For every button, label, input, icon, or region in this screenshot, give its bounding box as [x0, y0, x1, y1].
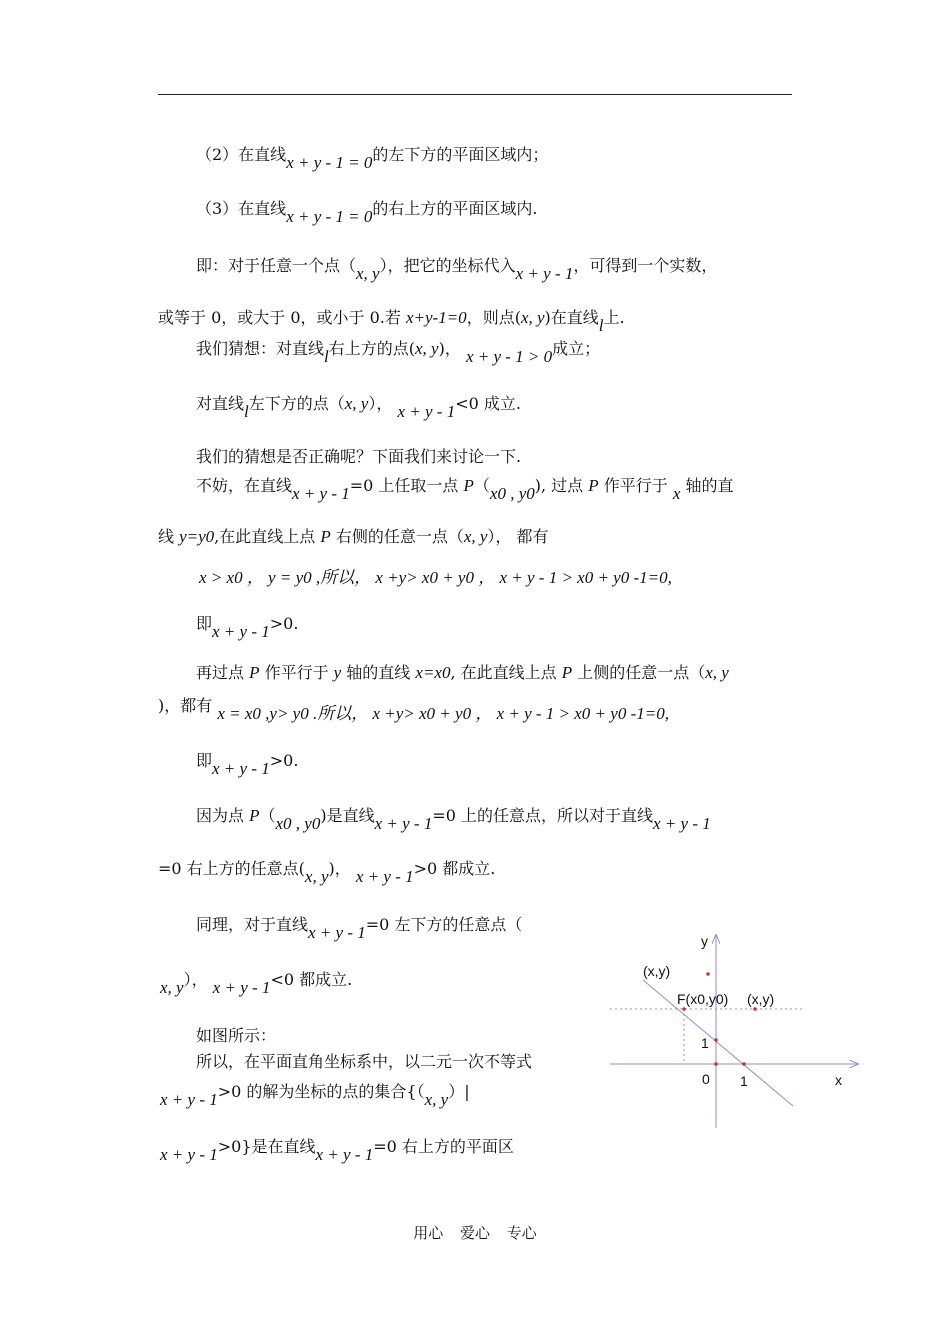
para-line-18: 同理，对于直线x + y - 1=0 左下方的任意点（ — [196, 915, 523, 942]
item-2: （2）在直线x + y - 1 = 0的左下方的平面区域内； — [196, 145, 549, 172]
para-line-21: 所以，在平面直角坐标系中，以二元一次不等式 — [196, 1052, 533, 1071]
para-line-16: 因为点 P（x0 , y0)是直线x + y - 1=0 上的任意点，所以对于直线x + y - 1 — [196, 806, 711, 833]
para-line-9: 不妨，在直线x + y - 1=0 上任取一点 P（x0 , y0), 过点 P 作平行于 x 轴的直 — [196, 476, 734, 503]
para-line-23: x + y - 1>0}是在直线x + y - 1=0 右上方的平面区 — [160, 1137, 514, 1164]
x-one-label: 1 — [740, 1073, 748, 1089]
para-line-22: x + y - 1>0 的解为坐标的点的集合{（x, y）| — [160, 1082, 470, 1109]
para-line-11: x > x0 ， y = y0 ,所以， x +y> x0 + y0 ， x + y - 1 > x0 + y0 -1=0, — [199, 568, 672, 587]
page-footer: 用心 爱心 专心 — [413, 1224, 537, 1242]
x-axis-label: x — [835, 1072, 842, 1088]
para-line-10: 线 y=y0,在此直线上点 P 右侧的任意一点（x, y）， 都有 — [158, 527, 549, 546]
para-line-7: 对直线l左下方的点（x, y）， x + y - 1<0 成立. — [196, 394, 521, 421]
para-line-19: x, y）， x + y - 1<0 都成立. — [160, 970, 353, 997]
point-x1 — [742, 1062, 746, 1066]
y-axis-label: y — [701, 933, 708, 949]
para-line-5: 或等于 0，或大于 0，或小于 0.若 x+y-1=0，则点(x, y)在直线l上. — [158, 308, 625, 335]
para-line-15: 即x + y - 1>0. — [196, 751, 299, 778]
point-F — [682, 1007, 686, 1011]
para-line-13: 再过点 P 作平行于 y 轴的直线 x=x0, 在此直线上点 P 上侧的任意一点（x, y — [196, 663, 729, 682]
para-line-4: 即：对于任意一个点（x, y），把它的坐标代入x + y - 1，可得到一个实数， — [196, 256, 718, 283]
para-line-20: 如图所示： — [196, 1026, 277, 1045]
para-line-17: =0 右上方的任意点(x, y)， x + y - 1>0 都成立. — [158, 859, 496, 886]
point-left — [706, 972, 710, 976]
point-right — [753, 1007, 757, 1011]
para-line-14: )，都有 x = x0 ,y> y0 .所以， x +y> x0 + y0 ， x + y - 1 > x0 + y0 -1=0, — [158, 696, 669, 723]
point-y1 — [714, 1038, 718, 1042]
header-rule — [158, 94, 792, 95]
point-right-label: (x,y) — [747, 991, 775, 1007]
math-equation: x + y - 1 = 0 — [286, 207, 373, 226]
para-line-12: 即x + y - 1>0. — [196, 614, 299, 641]
point-origin — [714, 1062, 718, 1066]
para-line-8: 我们的猜想是否正确呢？下面我们来讨论一下. — [196, 447, 522, 466]
math-equation: x + y - 1 = 0 — [286, 153, 373, 172]
origin-label: 0 — [702, 1071, 710, 1087]
coordinate-diagram — [605, 930, 865, 1130]
para-line-6: 我们猜想：对直线l右上方的点(x, y)， x + y - 1 > 0成立； — [196, 339, 601, 366]
point-F-label: F(x0,y0) — [677, 991, 729, 1007]
item-3: （3）在直线x + y - 1 = 0的右上方的平面区域内. — [196, 199, 538, 226]
point-left-label: (x,y) — [643, 963, 671, 979]
y-one-label: 1 — [701, 1035, 709, 1051]
